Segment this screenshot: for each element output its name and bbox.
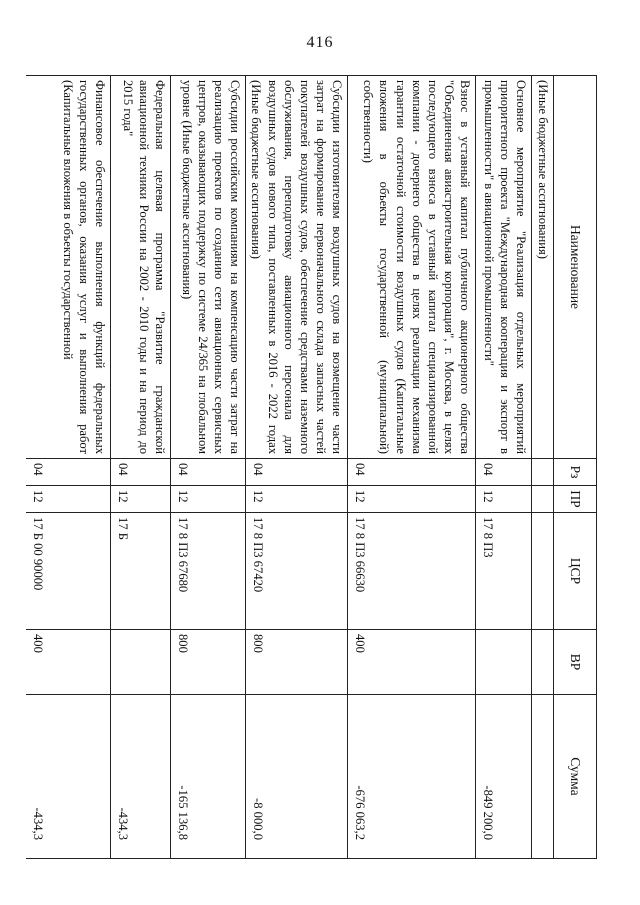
row-pr <box>532 486 554 513</box>
header-vr: ВР <box>554 630 597 695</box>
row-csr: 17 8 П3 66630 <box>348 513 476 630</box>
row-csr: 17 8 П3 67420 <box>246 513 348 630</box>
rotated-table-container <box>30 75 597 858</box>
row-sum: -8 000,0 <box>246 695 348 859</box>
row-csr: 17 8 П3 <box>476 513 532 630</box>
header-name: Наименование <box>554 76 597 459</box>
row-vr: 400 <box>26 630 111 695</box>
row-name: Финансовое обеспечение выполнения функций федеральных государственных органов, оказания услуг и выполнения работ (Капитальные вложения в объекты государственной <box>26 76 111 459</box>
row-rz <box>532 459 554 486</box>
row-vr: 400 <box>348 630 476 695</box>
row-name: Основное мероприятие "Реализация отдельных мероприятий приоритетного проекта "Международная кооперация и экспорт в промышленности" в авиационной промышленности" <box>476 76 532 459</box>
row-sum: -434,3 <box>26 695 111 859</box>
table-row <box>246 76 348 859</box>
page-number: 416 <box>306 34 334 51</box>
row-vr: 800 <box>246 630 348 695</box>
row-pr: 12 <box>171 486 246 513</box>
table-row <box>476 76 532 859</box>
table-row <box>26 76 111 859</box>
header-pr: ПР <box>554 486 597 513</box>
row-name: Субсидии изготовителям воздушных судов на возмещение части затрат на формирование первоначального склада запасных частей покупателей воздушных судов, обеспечение средствами наземного обслуживания, переподготовку авиационного персонала для воздушных судов нового типа, поставленных в 2016 - 2022 годах (Иные бюджетные ассигнования) <box>246 76 348 459</box>
table-row <box>171 76 246 859</box>
row-csr <box>532 513 554 630</box>
row-rz: 04 <box>171 459 246 486</box>
row-vr <box>532 630 554 695</box>
row-sum: -165 136,8 <box>171 695 246 859</box>
row-pr: 12 <box>26 486 111 513</box>
row-csr: 17 8 П3 67680 <box>171 513 246 630</box>
budget-table <box>26 75 597 859</box>
row-name: Федеральная целевая программа "Развитие гражданской авиационной техники России на 2002 - 2010 годы и на период до 2015 года" <box>111 76 171 459</box>
row-vr: 800 <box>171 630 246 695</box>
row-sum: -849 200,0 <box>476 695 532 859</box>
header-row <box>554 76 597 859</box>
row-name: Субсидии российским компаниям на компенсацию части затрат на реализацию проектов по созданию сети авиационных сервисных центров, оказывающих поддержку по системе 24/365 на глобальном уровне (Иные бюджетные ассигнования) <box>171 76 246 459</box>
table-row <box>111 76 171 859</box>
row-rz: 04 <box>26 459 111 486</box>
header-sum: Сумма <box>554 695 597 859</box>
row-rz: 04 <box>476 459 532 486</box>
table-row <box>348 76 476 859</box>
row-pr: 12 <box>111 486 171 513</box>
row-name: Взнос в уставный капитал публичного акционерного общества "Объединенная авиастроительная корпорация", г. Москва, в целях последующего взноса в уставный капитал специализированной компании - дочернего общества в целях реализации механизма гарантии остаточной стоимости воздушных судов (Капитальные вложения в объекты государственной (муниципальной) собственности) <box>348 76 476 459</box>
header-rz: Рз <box>554 459 597 486</box>
row-rz: 04 <box>246 459 348 486</box>
row-name: (Иные бюджетные ассигнования) <box>532 76 554 459</box>
row-vr <box>111 630 171 695</box>
table-row <box>532 76 554 859</box>
row-rz: 04 <box>348 459 476 486</box>
row-sum <box>532 695 554 859</box>
row-rz: 04 <box>111 459 171 486</box>
row-pr: 12 <box>476 486 532 513</box>
row-csr: 17 Б <box>111 513 171 630</box>
row-sum: -676 063,2 <box>348 695 476 859</box>
row-pr: 12 <box>348 486 476 513</box>
row-csr: 17 Б 00 90000 <box>26 513 111 630</box>
row-pr: 12 <box>246 486 348 513</box>
row-vr <box>476 630 532 695</box>
header-csr: ЦСР <box>554 513 597 630</box>
row-sum: -434,3 <box>111 695 171 859</box>
